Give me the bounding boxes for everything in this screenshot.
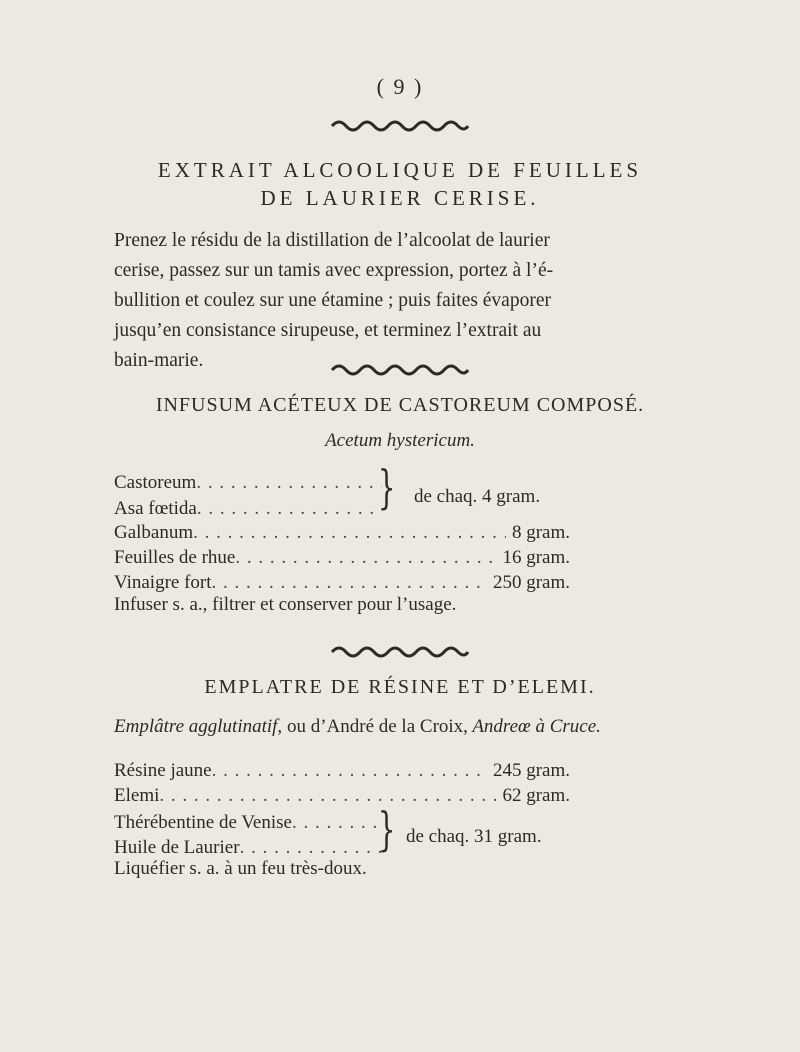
ingredient-qty: 245 gram. (492, 760, 570, 781)
leader-dots (212, 570, 487, 596)
leader-dots (197, 496, 382, 522)
ingredient-line (114, 570, 570, 596)
paragraph-line: bain-marie. (114, 350, 204, 371)
page-number: ( 9 ) (376, 74, 424, 99)
group-quantity: de chaq. 4 gram. (414, 486, 541, 507)
leader-dots (292, 810, 382, 836)
ornament-divider (0, 644, 800, 660)
section1-title-line1: EXTRAIT ALCOOLIQUE DE FEUILLES (157, 158, 643, 182)
ingredient-line (114, 810, 382, 836)
leader-dots (235, 545, 496, 571)
group-quantity: de chaq. 31 gram. (406, 826, 542, 847)
ingredient-qty: 62 gram. (502, 785, 570, 806)
section3-title: EMPLATRE DE RÉSINE ET D’ELEMI. (204, 676, 596, 698)
ingredient-name: Vinaigre fort (114, 572, 212, 593)
paragraph-line: Prenez le résidu de la distillation de l’alcoolat de laurier (114, 230, 550, 251)
ingredient-line (114, 470, 382, 496)
ornament-divider (0, 362, 800, 378)
brace-symbol: } (377, 802, 396, 856)
ingredient-line (114, 496, 382, 522)
ingredient-qty: 16 gram. (502, 547, 570, 568)
leader-dots (193, 520, 506, 546)
instruction-text: Infuser s. a., filtrer et conserver pour l’usage. (114, 594, 457, 615)
section2-subtitle: Acetum hystericum. (325, 430, 475, 451)
subtitle-plain: ou d’André de la Croix, (282, 716, 468, 737)
ingredient-name: Asa fœtida (114, 498, 197, 519)
ingredient-name: Elemi (114, 785, 160, 806)
ingredient-name: Galbanum (114, 522, 194, 543)
ingredient-line (114, 545, 570, 571)
ingredient-name: Résine jaune (114, 760, 212, 781)
ingredient-name: Huile de Laurier (114, 837, 240, 858)
paragraph-line: bullition et coulez sur une étamine ; puis faites évaporer (114, 290, 551, 311)
ingredient-qty: 250 gram. (492, 572, 570, 593)
leader-dots (159, 783, 496, 809)
section3-subtitle (114, 716, 601, 738)
ingredient-line (114, 520, 570, 546)
ingredient-name: Castoreum (114, 472, 197, 493)
ingredient-line (114, 783, 570, 809)
section2-title: INFUSUM ACÉTEUX DE CASTOREUM COMPOSÉ. (155, 394, 645, 416)
section1-title-line2: DE LAURIER CERISE. (260, 186, 540, 210)
paragraph-line: cerise, passez sur un tamis avec expression, portez à l’é- (114, 260, 554, 281)
ingredient-line (114, 758, 570, 784)
ingredient-name: Thérébentine de Venise (114, 812, 292, 833)
ingredient-name: Feuilles de rhue (114, 547, 236, 568)
ingredient-qty: 8 gram. (511, 522, 570, 543)
subtitle-italic: Emplâtre agglutinatif, (114, 716, 283, 737)
paragraph-line: jusqu’en consistance sirupeuse, et terminez l’extrait au (114, 320, 542, 341)
subtitle-italic: Andreœ à Cruce. (467, 716, 601, 737)
leader-dots (212, 758, 487, 784)
brace-symbol: } (377, 460, 396, 514)
instruction-text: Liquéfier s. a. à un feu très-doux. (114, 858, 367, 879)
ornament-divider (0, 118, 800, 134)
leader-dots (196, 470, 382, 496)
